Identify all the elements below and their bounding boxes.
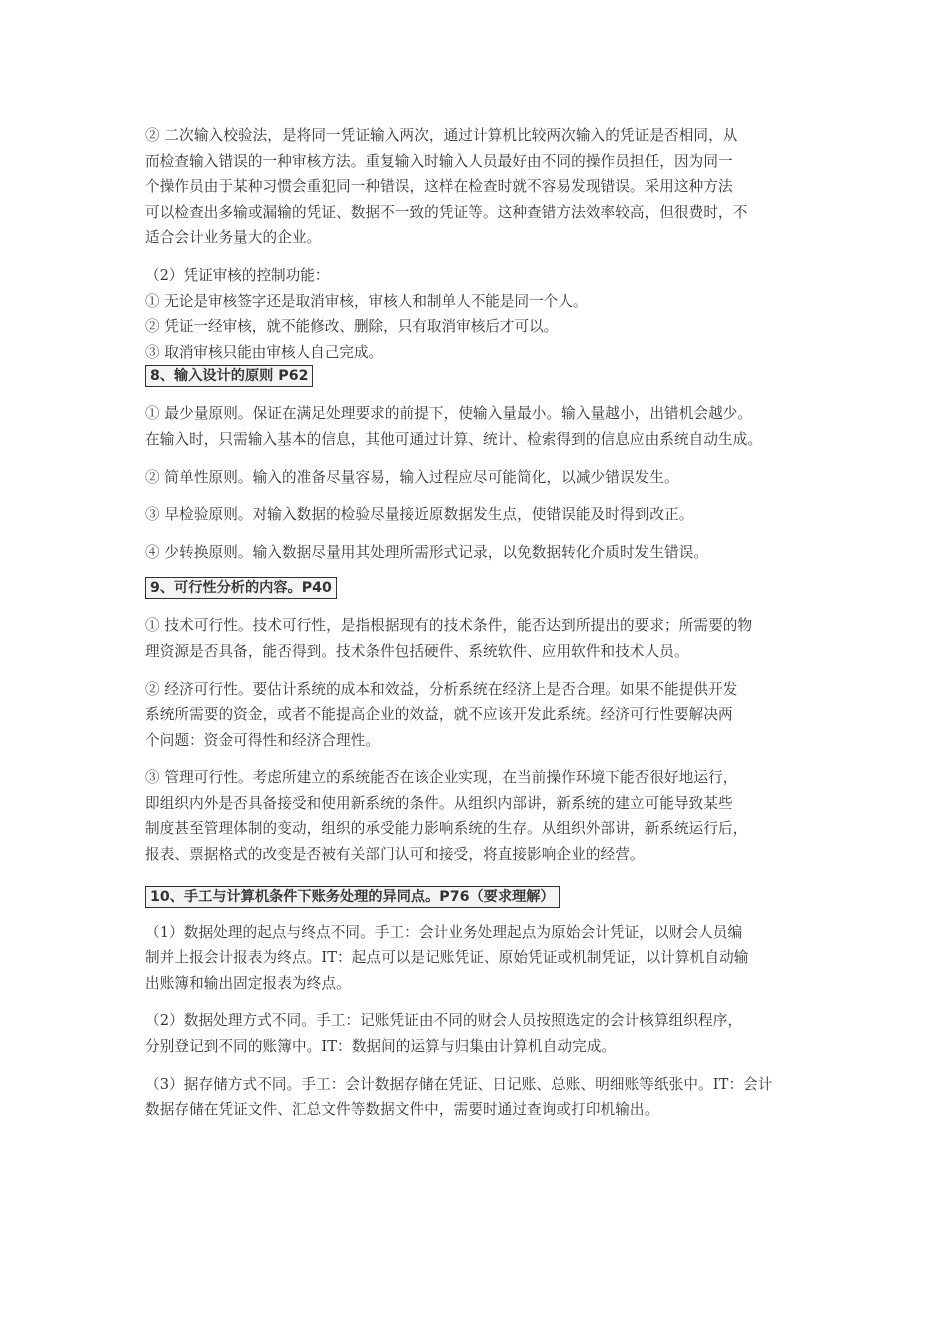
text-line: 可以检查出多输或漏输的凭证、数据不一致的凭证等。这种查错方法效率较高，但很费时，不 — [145, 203, 748, 221]
text-line: 个问题：资金可得性和经济合理性。 — [145, 731, 381, 749]
text-line: ① 最少量原则。保证在满足处理要求的前提下，使输入量最小。输入量越小，出错机会越少。 — [145, 405, 753, 423]
text-line: ④ 少转换原则。输入数据尽量用其处理所需形式记录，以免数据转化介质时发生错误。 — [145, 543, 709, 561]
text-line: 出账簿和输出固定报表为终点。 — [145, 974, 351, 992]
paragraph-double-entry-check — [145, 123, 817, 251]
list-item: ② 凭证一经审核，就不能修改、删除，只有取消审核后才可以。 — [145, 318, 559, 336]
text-line: 在输入时，只需输入基本的信息，其他可通过计算、统计、检索得到的信息应由系统自动生成。 — [145, 430, 763, 448]
paragraph-less-conversion — [145, 540, 817, 566]
paragraph-simplicity — [145, 465, 817, 491]
text-line: ③ 管理可行性。考虑所建立的系统能否在该企业实现，在当前操作环境下能否很好地运行， — [145, 769, 738, 787]
text-line: ② 二次输入校验法，是将同一凭证输入两次，通过计算机比较两次输入的凭证是否相同，从 — [145, 127, 738, 144]
text-line: 报表、票据格式的改变是否被有关部门认可和接受，将直接影响企业的经营。 — [145, 846, 645, 864]
paragraph-early-check — [145, 502, 817, 528]
text-line: 制度甚至管理体制的变动，组织的承受能力影响系统的生存。从组织外部讲，新系统运行后， — [145, 820, 748, 838]
text-line: ③ 早检验原则。对输入数据的检验尽量接近原数据发生点，使错误能及时得到改正。 — [145, 506, 694, 524]
text-line: 分别登记到不同的账簿中。IT：数据间的运算与归集由计算机自动完成。 — [145, 1038, 617, 1056]
text-line: 个操作员由于某种习惯会重犯同一种错误，这样在检查时就不容易发现错误。采用这种方法 — [145, 178, 733, 196]
section-heading-8: 8、输入设计的原则 P62 — [145, 365, 313, 387]
paragraph-economic-feasibility — [145, 677, 817, 754]
text-line: 数据存储在凭证文件、汇总文件等数据文件中，需要时通过查询或打印机输出。 — [145, 1101, 660, 1119]
document-content — [145, 123, 817, 1123]
list-item: ③ 取消审核只能由审核人自己完成。 — [145, 343, 384, 361]
text-line: 制并上报会计报表为终点。IT：起点可以是记账凭证、原始凭证或机制凭证，以计算机自动输 — [145, 949, 749, 967]
text-line: （3）据存储方式不同。手工：会计数据存储在凭证、日记账、总账、明细账等纸张中。IT：会计 — [145, 1075, 773, 1093]
text-line: 即组织内外是否具备接受和使用新系统的条件。从组织内部讲，新系统的建立可能导致某些 — [145, 794, 733, 812]
text-line: （2）数据处理方式不同。手工：记账凭证由不同的财会人员按照选定的会计核算组织程序， — [145, 1012, 743, 1030]
text-line: 理资源是否具备，能否得到。技术条件包括硬件、系统软件、应用软件和技术人员。 — [145, 642, 689, 660]
audit-control-list — [145, 263, 817, 365]
text-line: ① 技术可行性。技术可行性，是指根据现有的技术条件，能否达到所提出的要求；所需要的物 — [145, 617, 753, 635]
text-line: 系统所需要的资金，或者不能提高企业的效益，就不应该开发此系统。经济可行性要解决两 — [145, 706, 733, 724]
text-line: （1）数据处理的起点与终点不同。手工：会计业务处理起点为原始会计凭证，以财会人员编 — [145, 923, 743, 941]
list-item: ① 无论是审核签字还是取消审核，审核人和制单人不能是同一个人。 — [145, 292, 588, 310]
paragraph-start-end-points — [145, 920, 817, 997]
section-heading-10: 10、手工与计算机条件下账务处理的异同点。P76（要求理解） — [145, 886, 560, 908]
text-line: 而检查输入错误的一种审核方法。重复输入时输入人员最好由不同的操作员担任，因为同一 — [145, 152, 733, 170]
paragraph-management-feasibility — [145, 765, 817, 867]
paragraph-min-input — [145, 401, 817, 452]
text-line: 适合会计业务量大的企业。 — [145, 229, 322, 247]
list-title: （2）凭证审核的控制功能： — [145, 266, 330, 284]
section-heading-9: 9、可行性分析的内容。P40 — [145, 577, 337, 599]
text-line: ② 简单性原则。输入的准备尽量容易，输入过程应尽可能简化，以减少错误发生。 — [145, 468, 679, 486]
paragraph-storage-method — [145, 1072, 817, 1123]
paragraph-processing-method — [145, 1008, 817, 1059]
text-line: ② 经济可行性。要估计系统的成本和效益，分析系统在经济上是否合理。如果不能提供开发 — [145, 680, 738, 698]
paragraph-technical-feasibility — [145, 613, 817, 664]
